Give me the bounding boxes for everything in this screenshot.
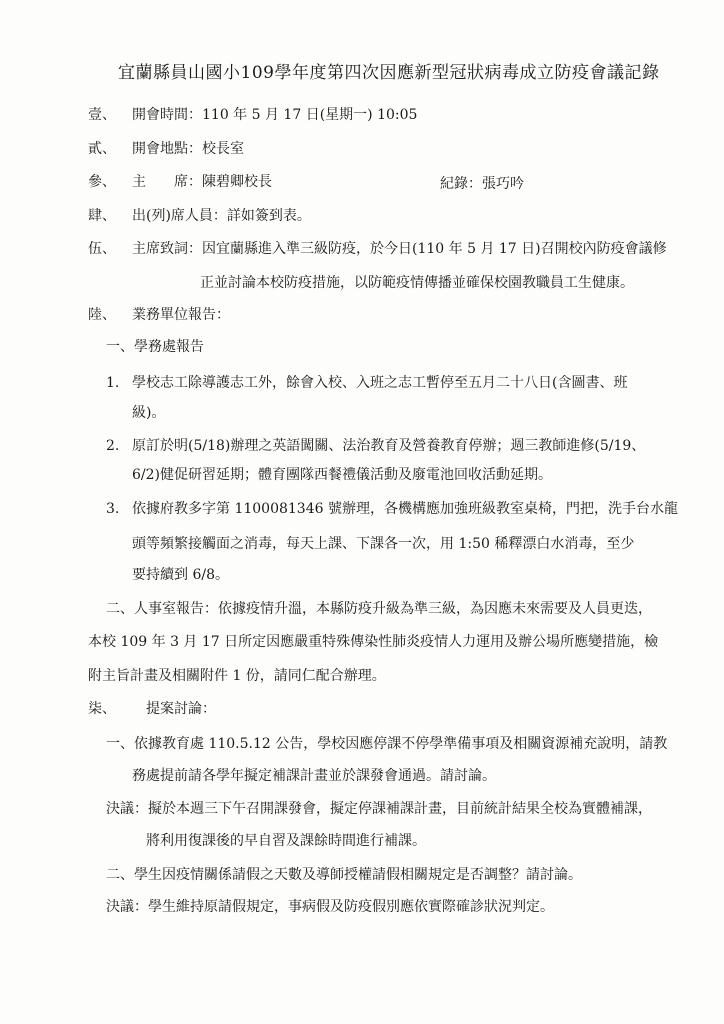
proposal-1-line-2: 務處提前請各學年擬定補課計畫並於課發會通過。請討論。 <box>132 768 496 784</box>
item-3-line-2: 頭等頻繁接觸面之消毒，每天上課、下課各一次，用 1:50 稀釋漂白水消毒，至少 <box>132 536 635 552</box>
item-1-number: 1. <box>106 375 120 391</box>
item-3-line-3: 要持續到 6/8。 <box>132 567 229 583</box>
chair-speech-line-1: 主席致詞：因宜蘭縣進入準三級防疫，於今日(110 年 5 月 17 日)召開校內防疫會議修 <box>132 241 667 257</box>
personnel-report-line-2: 本校 109 年 3 月 17 日所定因應嚴重特殊傳染性肺炎疫情人力運用及辦公場所應變措施，檢 <box>88 634 659 650</box>
item-2-number: 2. <box>106 438 120 454</box>
meeting-time: 開會時間：110 年 5 月 17 日(星期一) 10:05 <box>132 107 418 123</box>
meeting-chair: 主 席：陳碧卿校長 <box>132 174 272 190</box>
section-5-number: 伍、 <box>88 241 116 257</box>
resolution-1-line-1: 決議：擬於本週三下午召開課發會，擬定停課補課計畫，目前統計結果全校為實體補課， <box>106 801 652 817</box>
section-6-number: 陸、 <box>88 307 116 323</box>
item-1-line-2: 級)。 <box>132 405 166 421</box>
section-7-number: 柒、 <box>88 701 116 717</box>
chair-speech-line-2: 正並討論本校防疫措施，以防範疫情傳播並確保校園教職員工生健康。 <box>200 275 634 291</box>
meeting-recorder: 紀錄：張巧吟 <box>440 176 524 192</box>
unit-reports-heading: 業務單位報告： <box>132 307 230 323</box>
student-affairs-heading: 一、學務處報告 <box>106 339 204 355</box>
item-2-line-1: 原訂於明(5/18)辦理之英語闖關、法治教育及營養教育停辦；週三教師進修(5/19、 <box>132 438 646 454</box>
document-title: 宜蘭縣員山國小109學年度第四次因應新型冠狀病毒成立防疫會議記錄 <box>118 63 660 83</box>
attendees: 出(列)席人員：詳如簽到表。 <box>132 208 311 224</box>
proposal-1-line-1: 一、依據教育處 110.5.12 公告，學校因應停課不停學準備事項及相關資源補充說明，請教 <box>106 736 668 752</box>
item-3-line-1: 依據府教多字第 1100081346 號辦理，各機構應加強班級教室桌椅，門把，洗手台水龍 <box>132 501 678 517</box>
section-2-number: 貳、 <box>88 141 116 157</box>
item-1-line-1: 學校志工除導護志工外，餘會入校、入班之志工暫停至五月二十八日(含圖書、班 <box>132 375 628 391</box>
proposal-2-line-1: 二、學生因疫情關係請假之天數及導師授權請假相關規定是否調整？請討論。 <box>106 867 582 883</box>
resolution-1-line-2: 將利用復課後的早自習及課餘時間進行補課。 <box>146 833 426 849</box>
personnel-report-line-1: 二、人事室報告：依據疫情升溫，本縣防疫升級為準三級，為因應未來需要及人員更迭， <box>106 601 652 617</box>
item-3-number: 3. <box>106 501 120 517</box>
section-3-number: 參、 <box>88 174 116 190</box>
item-2-line-2: 6/2)健促研習延期；體育團隊西餐禮儀活動及廢電池回收活動延期。 <box>132 467 552 483</box>
meeting-location: 開會地點：校長室 <box>132 141 244 157</box>
resolution-2-line-1: 決議：學生維持原請假規定，事病假及防疫假別應依實際確診狀況判定。 <box>106 899 554 915</box>
personnel-report-line-3: 附主旨計畫及相關附件 1 份，請同仁配合辦理。 <box>88 668 386 684</box>
proposals-heading: 提案討論： <box>146 701 216 717</box>
section-4-number: 肆、 <box>88 208 116 224</box>
section-1-number: 壹、 <box>88 107 116 123</box>
